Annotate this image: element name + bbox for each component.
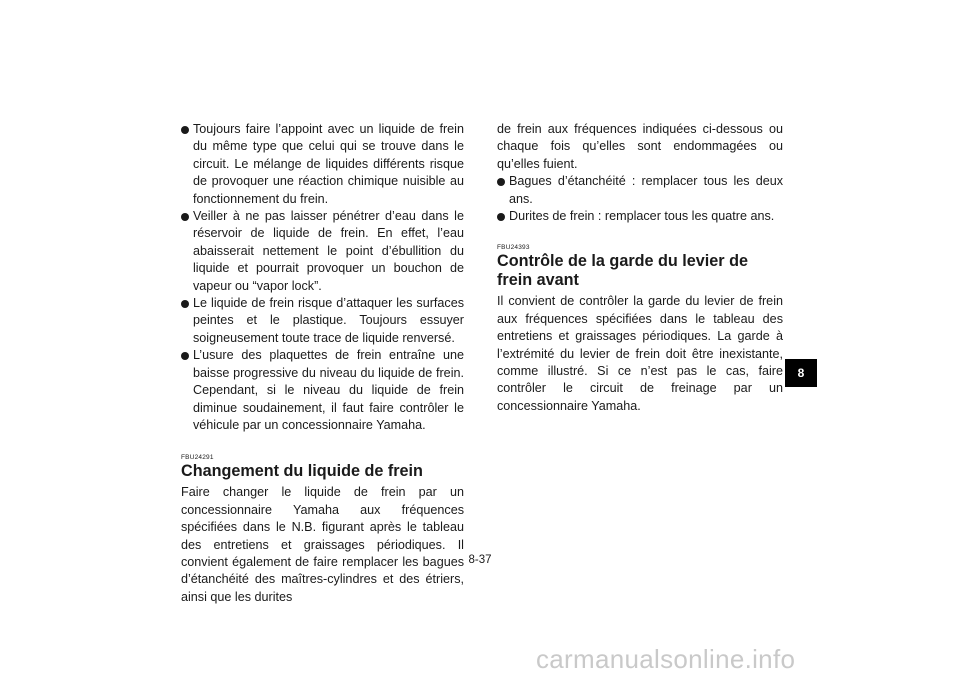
bullet-dot-icon: [497, 178, 505, 186]
right-column: [497, 121, 783, 415]
bullet-dot-icon: [181, 213, 189, 221]
left-column: [181, 121, 464, 606]
bullet-text: Durites de frein : remplacer tous les quatre ans.: [509, 209, 775, 224]
chapter-tab: 8: [785, 359, 817, 387]
bullet-item: [181, 295, 464, 347]
section-code: FBU24291: [181, 454, 214, 462]
bullet-dot-icon: [181, 300, 189, 308]
bullet-item: [181, 121, 464, 208]
bullet-dot-icon: [497, 213, 505, 221]
bullet-text: L’usure des plaquettes de frein entraîne une baisse progressive du niveau du liquide de frein. Cependant, si le niveau du liquide de frein diminue soudainement, il faut faire contrôler le véhicule par un concessionnaire Yamaha.: [193, 348, 464, 432]
bullet-text: Bagues d’étanchéité : remplacer tous les deux ans.: [509, 174, 783, 206]
page-number: 8-37: [468, 554, 492, 566]
bullet-item: [181, 208, 464, 295]
section-code: FBU24393: [497, 244, 530, 252]
bullet-item: [497, 208, 783, 225]
section-body: Il convient de contrôler la garde du levier de frein aux fréquences spécifiées dans le tableau des entretiens et graissages périodiques. La garde à l’extrémité du levier de frein doit être inexistante, comme illustré. Si ce n’est pas le cas, faire contrôler le circuit de freinage par un concessionnaire Yamaha.: [497, 294, 783, 413]
bullet-text: Veiller à ne pas laisser pénétrer d’eau dans le réservoir de liquide de frein. En effet, l’eau abaisserait nettement le point d’ébullition du liquide et pourrait provoquer un bouchon de vapeur ou “vapor lock”.: [193, 209, 464, 293]
bullet-text: Le liquide de frein risque d’attaquer les surfaces peintes et le plastique. Toujours essuyer soigneusement toute trace de liquide renversé.: [193, 296, 464, 345]
section-title: Changement du liquide de frein: [181, 462, 423, 481]
section-title: Contrôle de la garde du levier de frein avant: [497, 252, 748, 290]
bullet-item: [181, 347, 464, 434]
section-body: Faire changer le liquide de frein par un concessionnaire Yamaha aux fréquences spécifiées dans le N.B. figurant après le tableau des entretiens et graissages périodiques. Il convient également de faire remplacer les bagues d’étanchéité des maîtres-cylindres et des étriers, ainsi que les durites: [181, 485, 464, 604]
continuation-text: de frein aux fréquences indiquées ci-dessous ou chaque fois qu’elles sont endommagées ou qu’elles fuient.: [497, 122, 783, 171]
bullet-text: Toujours faire l’appoint avec un liquide de frein du même type que celui qui se trouve dans le circuit. Le mélange de liquides différents risque de provoquer une réaction chimique nuisible au fonctionnement du frein.: [193, 122, 464, 206]
bullet-item: [497, 173, 783, 208]
watermark: carmanualsonline.info: [536, 644, 796, 674]
bullet-dot-icon: [181, 352, 189, 360]
bullet-dot-icon: [181, 126, 189, 134]
